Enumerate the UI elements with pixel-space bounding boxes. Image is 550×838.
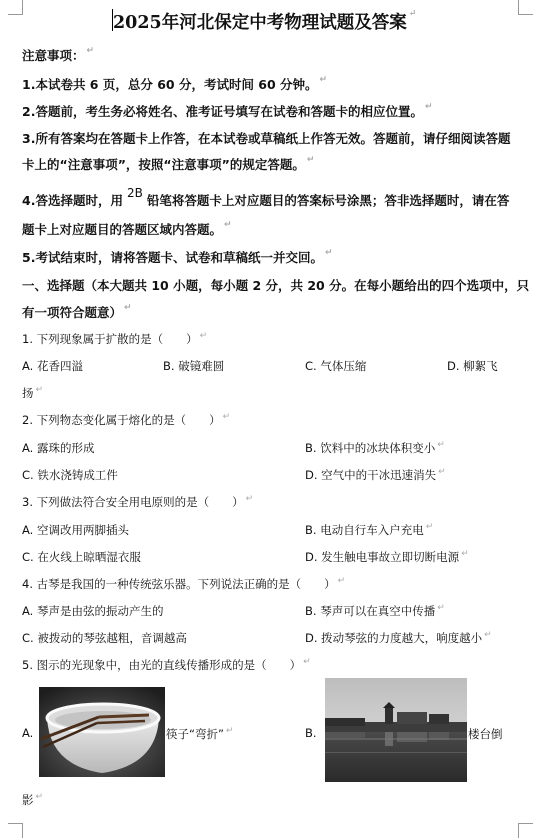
- q4-option-a: A. 琴声是由弦的振动产生的: [22, 604, 164, 618]
- paragraph-mark: ↵: [408, 9, 417, 19]
- q2-option-b: B. 饮料中的冰块体积变小 ↵: [305, 440, 445, 455]
- notice-4-line-2: 题卡上对应题目的答题区域内答题。 ↵: [22, 220, 232, 237]
- q2-option-c: C. 铁水浇铸成工件: [22, 468, 118, 482]
- q3-option-a: A. 空调改用两脚插头: [22, 523, 129, 537]
- section-heading-line-1: 一、选择题（本大题共 10 小题，每小题 2 分，共 20 分。在每小题给出的四个选项中，只: [22, 278, 530, 293]
- q1-option-a: A. 花香四溢: [22, 359, 83, 373]
- section-heading-line-2: 有一项符合题意） ↵: [22, 303, 132, 320]
- q4-option-b: B. 琴声可以在真空中传播 ↵: [305, 603, 445, 618]
- q5-option-a-caption: 筷子“弯折” ↵: [166, 726, 234, 741]
- crop-mark-top-left: [8, 0, 23, 15]
- q1-option-c: C. 气体压缩: [305, 359, 367, 373]
- q2-option-a: A. 露珠的形成: [22, 441, 95, 455]
- crop-mark-top-right: [518, 0, 533, 15]
- q1-stem: 1. 下列现象属于扩散的是（ ） ↵: [22, 331, 208, 346]
- q3-option-c: C. 在火线上晾晒湿衣服: [22, 550, 141, 564]
- q1-option-d-wrap: 扬 ↵: [22, 385, 44, 400]
- notice-2: 2.答题前，考生务必将姓名、准考证号填写在试卷和答题卡的相应位置。 ↵: [22, 102, 433, 119]
- bowl-chopsticks-photo: [39, 687, 165, 777]
- q4-stem: 4. 古琴是我国的一种传统弦乐器。下列说法正确的是（ ） ↵: [22, 576, 346, 591]
- crop-mark-bottom-right: [518, 823, 533, 838]
- q5-option-b-letter: B.: [305, 726, 317, 740]
- notice-heading: 注意事项： ↵: [22, 46, 95, 63]
- q3-option-b: B. 电动自行车入户充电 ↵: [305, 522, 434, 537]
- q1-option-b: B. 破镜难圆: [163, 359, 225, 373]
- q5-option-b-caption-wrap: 影 ↵: [22, 792, 44, 807]
- notice-5: 5.考试结束时，请将答题卡、试卷和草稿纸一并交回。 ↵: [22, 248, 333, 265]
- document-title: [113, 9, 417, 34]
- q4-option-c: C. 被拨动的琴弦越粗，音调越高: [22, 631, 187, 645]
- q5-option-b-caption: 楼台倒: [468, 727, 503, 741]
- notice-3-line-2: 卡上的“注意事项”，按照“注意事项”的规定答题。 ↵: [22, 155, 315, 172]
- q3-stem: 3. 下列做法符合安全用电原则的是（ ） ↵: [22, 494, 254, 509]
- q1-option-d: D. 柳絮飞: [447, 359, 498, 373]
- pavilion-reflection-photo: [325, 678, 467, 782]
- q5-stem: 5. 图示的光现象中，由光的直线传播形成的是（ ） ↵: [22, 657, 311, 672]
- q2-option-d: D. 空气中的干冰迅速消失 ↵: [305, 467, 446, 482]
- pencil-grade: 2B: [126, 186, 143, 200]
- notice-4-line-1: 4.答选择题时，用 2B 铅笔将答题卡上对应题目的答案标号涂黑；答非选择题时，请在答: [22, 186, 510, 208]
- q3-option-d: D. 发生触电事故立即切断电源 ↵: [305, 549, 469, 564]
- q2-stem: 2. 下列物态变化属于熔化的是（ ） ↵: [22, 412, 231, 427]
- title-text: 2025年河北保定中考物理试题及答案: [113, 13, 407, 33]
- notice-3-line-1: 3.所有答案均在答题卡上作答，在本试卷或草稿纸上作答无效。答题前，请仔细阅读答题: [22, 131, 511, 146]
- q4-option-d: D. 拨动琴弦的力度越大，响度越小 ↵: [305, 630, 492, 645]
- q5-option-a-letter: A.: [22, 726, 34, 740]
- crop-mark-bottom-left: [8, 823, 23, 838]
- notice-1: 1.本试卷共 6 页，总分 60 分，考试时间 60 分钟。 ↵: [22, 75, 328, 92]
